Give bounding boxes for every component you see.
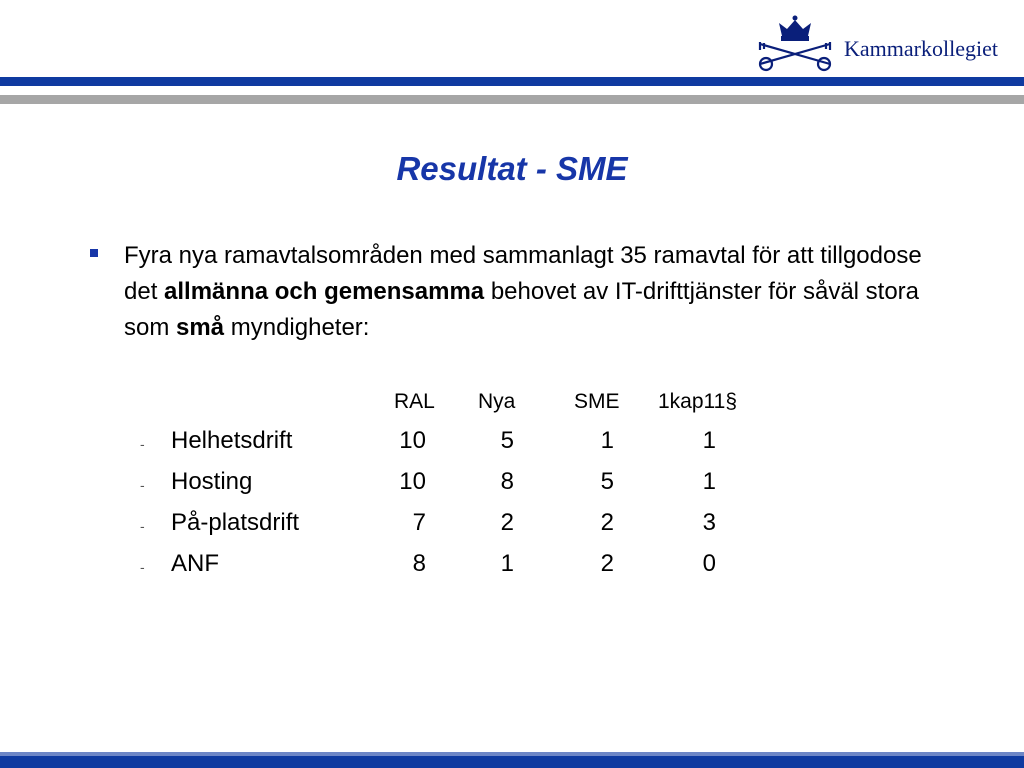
- table-cell: 1: [702, 427, 716, 454]
- table-cell: 8: [412, 550, 426, 577]
- column-header-1kap11: 1kap11§: [658, 390, 738, 413]
- row-marker: -: [140, 477, 145, 493]
- row-label: Hosting: [171, 468, 253, 495]
- bullet-text-part: behovet av IT-drifttjänster för såväl stora som: [124, 278, 920, 341]
- bullet-text-bold-part: små: [176, 314, 225, 341]
- table-cell: 2: [600, 509, 614, 536]
- row-label: Helhetsdrift: [171, 427, 293, 454]
- bullet-text-bold-part: allmänna och gemensamma: [164, 278, 485, 305]
- table-cell: 3: [702, 509, 716, 536]
- table-cell: 1: [500, 550, 514, 577]
- row-label: ANF: [171, 550, 219, 577]
- row-marker: -: [140, 518, 145, 534]
- bullet-text-part: Fyra nya ramavtalsområden med sammanlagt 35 ramavtal för att tillgodose det: [124, 242, 922, 305]
- table-cell: 7: [412, 509, 426, 536]
- column-header-nya: Nya: [478, 390, 516, 413]
- row-marker: -: [140, 436, 145, 452]
- table-cell: 1: [702, 468, 716, 495]
- footer-bar: [0, 752, 1024, 768]
- column-header-sme: SME: [574, 390, 620, 413]
- table-cell: 2: [600, 550, 614, 577]
- table-cell: 10: [399, 468, 426, 495]
- table-cell: 5: [500, 427, 514, 454]
- table-cell: 10: [399, 427, 426, 454]
- slide-title: Resultat - SME: [396, 150, 628, 187]
- row-label: På-platsdrift: [171, 509, 300, 536]
- column-header-ral: RAL: [394, 390, 435, 413]
- logo-text: Kammarkollegiet: [844, 36, 998, 61]
- table-cell: 2: [500, 509, 514, 536]
- table-cell: 1: [600, 427, 614, 454]
- table-cell: 5: [600, 468, 614, 495]
- bullet-text-part: myndigheter:: [224, 314, 370, 341]
- table-cell: 8: [500, 468, 514, 495]
- table-cell: 0: [702, 550, 716, 577]
- row-marker: -: [140, 559, 145, 575]
